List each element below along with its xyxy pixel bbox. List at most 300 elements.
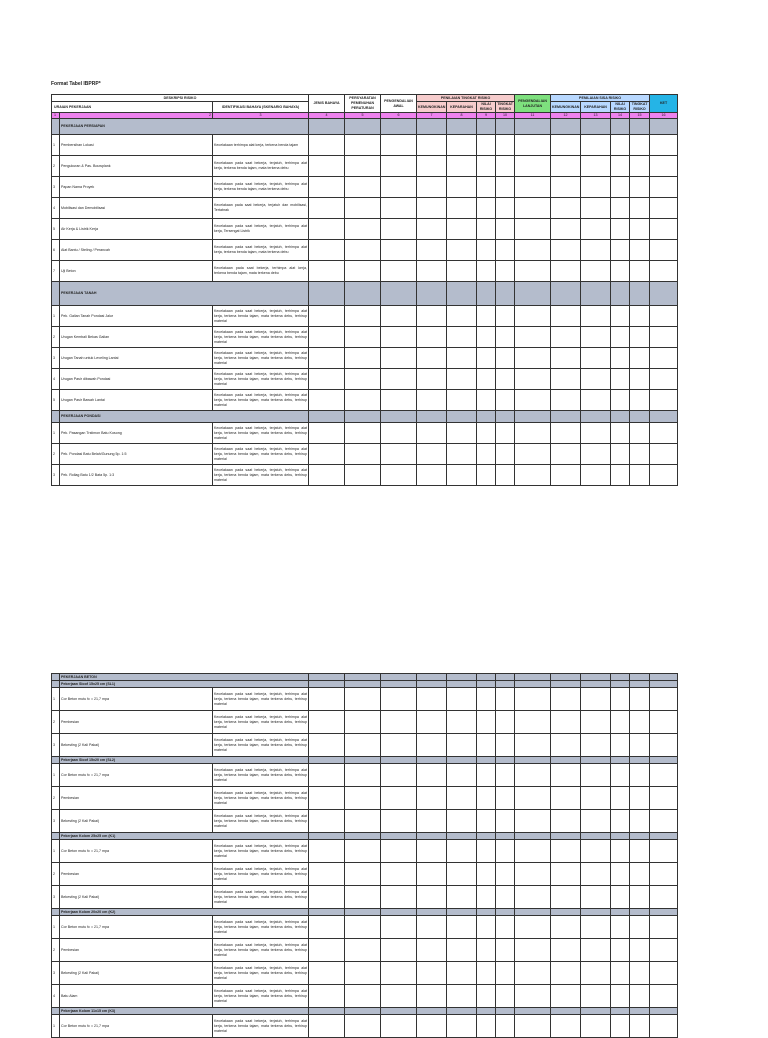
empty-cell <box>447 240 477 261</box>
empty-cell <box>345 423 381 444</box>
item-identifikasi-bahaya: Kecelakaan pada saat bekerja, terjatuh, terhimpa alat kerja, terkena benda tajam, mata terkena debu, terhirup material <box>213 327 309 348</box>
empty-cell <box>551 348 581 369</box>
empty-cell <box>515 177 551 198</box>
empty-cell <box>345 833 381 840</box>
empty-cell <box>477 674 496 681</box>
empty-cell <box>515 1008 551 1015</box>
empty-cell <box>630 198 650 219</box>
empty-cell <box>496 688 515 711</box>
empty-cell <box>309 674 345 681</box>
item-identifikasi-bahaya: Kecelakaan pada saat bekerja, terjatuh, terhimpa alat kerja, terkena benda tajam, mata terkena debu, terhirup material <box>213 306 309 327</box>
empty-cell <box>447 327 477 348</box>
empty-cell <box>345 1015 381 1038</box>
item-identifikasi-bahaya: Kecelakaan pada saat bekerja, terjatuh, terhimpa alat kerja, terkena benda tajam, mata terkena debu, terhirup material <box>213 939 309 962</box>
column-number: 13 <box>581 113 611 119</box>
item-identifikasi-bahaya: Kecelakaan pada saat bekerja, terjatuh, terhimpa alat kerja, terkena benda tajam, mata terkena debu, terhirup material <box>213 734 309 757</box>
item-uraian-pekerjaan: Mobilisasi dan Demobilisasi <box>60 198 213 219</box>
empty-cell <box>496 681 515 688</box>
empty-cell <box>551 219 581 240</box>
item-number: 1 <box>52 840 60 863</box>
empty-cell <box>381 681 417 688</box>
empty-cell <box>477 198 496 219</box>
table-row <box>52 261 678 282</box>
empty-cell <box>650 177 678 198</box>
empty-cell <box>477 916 496 939</box>
empty-cell <box>496 764 515 787</box>
table-row <box>52 240 678 261</box>
empty-cell <box>381 240 417 261</box>
item-uraian-pekerjaan: Batu Alam <box>60 985 213 1008</box>
item-uraian-pekerjaan: Bekesting (2 Kali Pakai) <box>60 886 213 909</box>
empty-cell <box>417 840 447 863</box>
table-row <box>52 688 678 711</box>
empty-cell <box>345 764 381 787</box>
empty-cell <box>447 282 477 306</box>
empty-cell <box>581 240 611 261</box>
empty-cell <box>650 833 678 840</box>
empty-cell <box>447 863 477 886</box>
empty-cell <box>309 390 345 411</box>
empty-cell <box>650 985 678 1008</box>
item-uraian-pekerjaan: Bekesting (2 Kali Pakai) <box>60 810 213 833</box>
empty-cell <box>496 411 515 423</box>
table-row <box>52 156 678 177</box>
empty-cell <box>345 327 381 348</box>
empty-cell <box>309 916 345 939</box>
empty-cell <box>630 465 650 486</box>
item-identifikasi-bahaya: Kecelakaan pada saat bekerja, terjatuh, terhimpa alat kerja, terkena benda tajam, mata terkena debu <box>213 240 309 261</box>
empty-cell <box>477 156 496 177</box>
item-identifikasi-bahaya: Kecelakaan pada saat bekerja, terjatuh, terhimpa alat kerja, terkena benda tajam, mata terkena debu, terhirup material <box>213 465 309 486</box>
column-number: 14 <box>611 113 630 119</box>
empty-cell <box>630 764 650 787</box>
empty-cell <box>630 411 650 423</box>
empty-cell <box>650 711 678 734</box>
empty-cell <box>381 219 417 240</box>
empty-cell <box>345 198 381 219</box>
item-number: 6 <box>52 240 60 261</box>
table-row <box>52 369 678 390</box>
item-identifikasi-bahaya: Kecelakaan pada saat bekerja, terjatuh, terhimpa alat kerja, terkena benda tajam, mata terkena debu, terhirup material <box>213 764 309 787</box>
empty-cell <box>650 156 678 177</box>
item-uraian-pekerjaan: Alat Bantu / Steling / Perancah <box>60 240 213 261</box>
empty-cell <box>477 764 496 787</box>
empty-cell <box>417 1008 447 1015</box>
empty-cell <box>581 465 611 486</box>
empty-cell <box>515 306 551 327</box>
empty-cell <box>650 198 678 219</box>
empty-cell <box>477 411 496 423</box>
empty-cell <box>477 840 496 863</box>
empty-cell <box>345 757 381 764</box>
section-spacer <box>52 757 60 764</box>
empty-cell <box>447 810 477 833</box>
table-row <box>52 734 678 757</box>
empty-cell <box>496 135 515 156</box>
empty-cell <box>551 240 581 261</box>
empty-cell <box>417 886 447 909</box>
empty-cell <box>447 306 477 327</box>
empty-cell <box>611 369 630 390</box>
empty-cell <box>447 177 477 198</box>
empty-cell <box>417 810 447 833</box>
empty-cell <box>650 465 678 486</box>
empty-cell <box>345 674 381 681</box>
empty-cell <box>309 1008 345 1015</box>
empty-cell <box>381 787 417 810</box>
ibprp-table-page-2 <box>51 673 678 1038</box>
table-body <box>52 674 678 1038</box>
section-row <box>52 674 678 681</box>
header-sisa-keparahan: KEPARAHAN <box>581 102 611 113</box>
table-row <box>52 444 678 465</box>
empty-cell <box>417 916 447 939</box>
item-uraian-pekerjaan: Pembesian <box>60 711 213 734</box>
empty-cell <box>650 411 678 423</box>
empty-cell <box>581 787 611 810</box>
empty-cell <box>477 711 496 734</box>
empty-cell <box>581 156 611 177</box>
empty-cell <box>611 348 630 369</box>
section-row <box>52 909 678 916</box>
empty-cell <box>515 390 551 411</box>
empty-cell <box>650 219 678 240</box>
item-uraian-pekerjaan: Urugan Tanah untuk Leveling Lantai <box>60 348 213 369</box>
section-title: Pekerjaan Kolom 11x15 cm (K3) <box>60 1008 309 1015</box>
section-row <box>52 1008 678 1015</box>
empty-cell <box>581 833 611 840</box>
empty-cell <box>515 348 551 369</box>
empty-cell <box>381 465 417 486</box>
column-number: 3 <box>213 113 309 119</box>
empty-cell <box>515 1015 551 1038</box>
empty-cell <box>496 465 515 486</box>
section-title: Pekerjaan Kolom 20x20 cm (K2) <box>60 909 309 916</box>
empty-cell <box>496 1008 515 1015</box>
column-number: 11 <box>515 113 551 119</box>
empty-cell <box>417 411 447 423</box>
item-number: 2 <box>52 156 60 177</box>
empty-cell <box>477 962 496 985</box>
empty-cell <box>447 939 477 962</box>
empty-cell <box>381 757 417 764</box>
empty-cell <box>650 840 678 863</box>
empty-cell <box>309 764 345 787</box>
empty-cell <box>447 411 477 423</box>
empty-cell <box>650 916 678 939</box>
empty-cell <box>630 390 650 411</box>
empty-cell <box>581 674 611 681</box>
empty-cell <box>551 734 581 757</box>
empty-cell <box>381 840 417 863</box>
item-uraian-pekerjaan: Urugan Pasir dibawah Pondasi <box>60 369 213 390</box>
empty-cell <box>309 327 345 348</box>
empty-cell <box>345 962 381 985</box>
empty-cell <box>650 939 678 962</box>
empty-cell <box>496 423 515 444</box>
empty-cell <box>417 261 447 282</box>
empty-cell <box>381 444 417 465</box>
empty-cell <box>551 465 581 486</box>
empty-cell <box>496 985 515 1008</box>
empty-cell <box>611 916 630 939</box>
empty-cell <box>309 681 345 688</box>
empty-cell <box>477 985 496 1008</box>
empty-cell <box>309 1015 345 1038</box>
empty-cell <box>515 282 551 306</box>
empty-cell <box>515 135 551 156</box>
empty-cell <box>515 840 551 863</box>
section-title: Pekerjaan Kolom 25x25 cm (K1) <box>60 833 309 840</box>
empty-cell <box>381 327 417 348</box>
header-keparahan: KEPARAHAN <box>447 102 477 113</box>
empty-cell <box>345 1008 381 1015</box>
empty-cell <box>417 423 447 444</box>
empty-cell <box>447 757 477 764</box>
empty-cell <box>417 369 447 390</box>
empty-cell <box>496 863 515 886</box>
section-spacer <box>52 909 60 916</box>
empty-cell <box>381 348 417 369</box>
empty-cell <box>650 261 678 282</box>
table-row <box>52 423 678 444</box>
empty-cell <box>630 688 650 711</box>
item-uraian-pekerjaan: Cor Beton mutu fc = 21,7 mpa <box>60 840 213 863</box>
empty-cell <box>417 177 447 198</box>
table-row <box>52 306 678 327</box>
empty-cell <box>381 985 417 1008</box>
empty-cell <box>447 886 477 909</box>
empty-cell <box>611 674 630 681</box>
empty-cell <box>581 985 611 1008</box>
empty-cell <box>611 833 630 840</box>
empty-cell <box>345 939 381 962</box>
empty-cell <box>515 939 551 962</box>
table-row <box>52 764 678 787</box>
empty-cell <box>551 444 581 465</box>
section-row <box>52 282 678 306</box>
empty-cell <box>309 411 345 423</box>
item-number: 3 <box>52 734 60 757</box>
item-number: 3 <box>52 886 60 909</box>
header-pengendalian-lanjutan: PENGENDALIAN LANJUTAN <box>515 95 551 113</box>
item-identifikasi-bahaya: Kecelakaan pada saat bekerja, terjatuh, terhimpa alat kerja, terkena benda tajam, mata terkena debu, terhirup material <box>213 840 309 863</box>
empty-cell <box>551 261 581 282</box>
empty-cell <box>581 261 611 282</box>
item-identifikasi-bahaya: Kecelakaan pada saat bekerja, terjatuh, terhimpa alat kerja, terkena benda tajam, mata terkena debu <box>213 177 309 198</box>
empty-cell <box>477 219 496 240</box>
empty-cell <box>611 423 630 444</box>
empty-cell <box>630 423 650 444</box>
section-row <box>52 757 678 764</box>
item-identifikasi-bahaya: Kecelakaan terhimpa alat kerja, terkena benda tajam <box>213 135 309 156</box>
empty-cell <box>447 261 477 282</box>
empty-cell <box>309 688 345 711</box>
empty-cell <box>447 962 477 985</box>
table-row <box>52 962 678 985</box>
empty-cell <box>381 198 417 219</box>
empty-cell <box>417 787 447 810</box>
empty-cell <box>630 757 650 764</box>
item-number: 1 <box>52 764 60 787</box>
empty-cell <box>309 177 345 198</box>
empty-cell <box>630 282 650 306</box>
empty-cell <box>381 135 417 156</box>
empty-cell <box>630 261 650 282</box>
empty-cell <box>447 156 477 177</box>
empty-cell <box>551 985 581 1008</box>
empty-cell <box>447 135 477 156</box>
section-row <box>52 411 678 423</box>
empty-cell <box>447 909 477 916</box>
empty-cell <box>381 411 417 423</box>
empty-cell <box>309 810 345 833</box>
empty-cell <box>345 156 381 177</box>
empty-cell <box>477 135 496 156</box>
empty-cell <box>581 306 611 327</box>
empty-cell <box>345 135 381 156</box>
empty-cell <box>515 369 551 390</box>
empty-cell <box>581 810 611 833</box>
empty-cell <box>309 119 345 135</box>
empty-cell <box>611 444 630 465</box>
empty-cell <box>650 282 678 306</box>
item-identifikasi-bahaya: Kecelakaan pada saat bekerja, terjatuh, terhimpa alat kerja, terkena benda tajam, mata terkena debu, terhirup material <box>213 962 309 985</box>
empty-cell <box>345 219 381 240</box>
item-number: 1 <box>52 916 60 939</box>
section-spacer <box>52 681 60 688</box>
empty-cell <box>417 734 447 757</box>
empty-cell <box>381 711 417 734</box>
empty-cell <box>477 240 496 261</box>
item-identifikasi-bahaya: Kecelakaan pada saat bekerja, terjatuh, terhimpa alat kerja, terkena benda tajam, mata terkena debu <box>213 156 309 177</box>
empty-cell <box>309 734 345 757</box>
item-identifikasi-bahaya: Kecelakaan pada saat bekerja, terjatuh, terhimpa alat kerja, terkena benda tajam, mata terkena debu, terhirup material <box>213 423 309 444</box>
empty-cell <box>515 423 551 444</box>
empty-cell <box>381 177 417 198</box>
empty-cell <box>381 119 417 135</box>
item-number: 2 <box>52 787 60 810</box>
empty-cell <box>477 787 496 810</box>
item-uraian-pekerjaan: Cor Beton mutu fc = 21,7 mpa <box>60 764 213 787</box>
empty-cell <box>650 764 678 787</box>
empty-cell <box>496 348 515 369</box>
empty-cell <box>611 135 630 156</box>
empty-cell <box>496 198 515 219</box>
column-number: 12 <box>551 113 581 119</box>
empty-cell <box>447 734 477 757</box>
column-number: 16 <box>650 113 678 119</box>
empty-cell <box>417 688 447 711</box>
item-number: 2 <box>52 444 60 465</box>
empty-cell <box>447 787 477 810</box>
empty-cell <box>611 390 630 411</box>
empty-cell <box>611 198 630 219</box>
empty-cell <box>477 734 496 757</box>
header-penilaian-tingkat-risiko: PENILAIAN TINGKAT RISIKO <box>417 95 515 102</box>
header-jenis-bahaya: JENIS BAHAYA <box>309 95 345 113</box>
empty-cell <box>496 282 515 306</box>
empty-cell <box>477 863 496 886</box>
empty-cell <box>515 962 551 985</box>
empty-cell <box>381 369 417 390</box>
table-row <box>52 810 678 833</box>
empty-cell <box>611 734 630 757</box>
empty-cell <box>551 840 581 863</box>
empty-cell <box>515 916 551 939</box>
empty-cell <box>345 240 381 261</box>
empty-cell <box>345 444 381 465</box>
empty-cell <box>630 1008 650 1015</box>
empty-cell <box>650 119 678 135</box>
empty-cell <box>581 1008 611 1015</box>
empty-cell <box>417 674 447 681</box>
empty-cell <box>417 465 447 486</box>
empty-cell <box>477 261 496 282</box>
item-uraian-pekerjaan: Bekesting (2 Kali Pakai) <box>60 734 213 757</box>
header-sisa-tingkat-risiko: TINGKAT RISIKO <box>630 102 650 113</box>
empty-cell <box>581 886 611 909</box>
empty-cell <box>345 734 381 757</box>
empty-cell <box>417 711 447 734</box>
empty-cell <box>581 863 611 886</box>
empty-cell <box>551 119 581 135</box>
empty-cell <box>515 219 551 240</box>
empty-cell <box>309 135 345 156</box>
empty-cell <box>496 962 515 985</box>
empty-cell <box>345 863 381 886</box>
item-number: 2 <box>52 711 60 734</box>
item-uraian-pekerjaan: Pembesian <box>60 787 213 810</box>
item-identifikasi-bahaya: Kecelakaan pada saat bekerja, terjatuh, terhimpa alat kerja, Tersengat Listrik <box>213 219 309 240</box>
empty-cell <box>650 390 678 411</box>
empty-cell <box>611 688 630 711</box>
empty-cell <box>515 764 551 787</box>
empty-cell <box>417 348 447 369</box>
item-identifikasi-bahaya: Kecelakaan pada saat bekerja, terjatuh, terhimpa alat kerja, terkena benda tajam, mata terkena debu, terhirup material <box>213 985 309 1008</box>
empty-cell <box>581 688 611 711</box>
table-row <box>52 135 678 156</box>
empty-cell <box>630 156 650 177</box>
item-uraian-pekerjaan: Pembesian <box>60 939 213 962</box>
empty-cell <box>551 711 581 734</box>
empty-cell <box>381 390 417 411</box>
empty-cell <box>611 1015 630 1038</box>
empty-cell <box>650 348 678 369</box>
table-row <box>52 939 678 962</box>
empty-cell <box>650 688 678 711</box>
empty-cell <box>345 411 381 423</box>
empty-cell <box>551 156 581 177</box>
empty-cell <box>496 810 515 833</box>
empty-cell <box>417 219 447 240</box>
empty-cell <box>309 985 345 1008</box>
section-spacer <box>52 833 60 840</box>
table-row <box>52 886 678 909</box>
item-number: 2 <box>52 939 60 962</box>
empty-cell <box>496 734 515 757</box>
empty-cell <box>417 985 447 1008</box>
item-number: 1 <box>52 423 60 444</box>
empty-cell <box>417 681 447 688</box>
empty-cell <box>650 327 678 348</box>
empty-cell <box>630 833 650 840</box>
empty-cell <box>309 282 345 306</box>
item-number: 4 <box>52 198 60 219</box>
header-persyaratan: PERSYARATAN PEMENUHAN PERATURAN <box>345 95 381 113</box>
empty-cell <box>581 916 611 939</box>
empty-cell <box>650 1008 678 1015</box>
